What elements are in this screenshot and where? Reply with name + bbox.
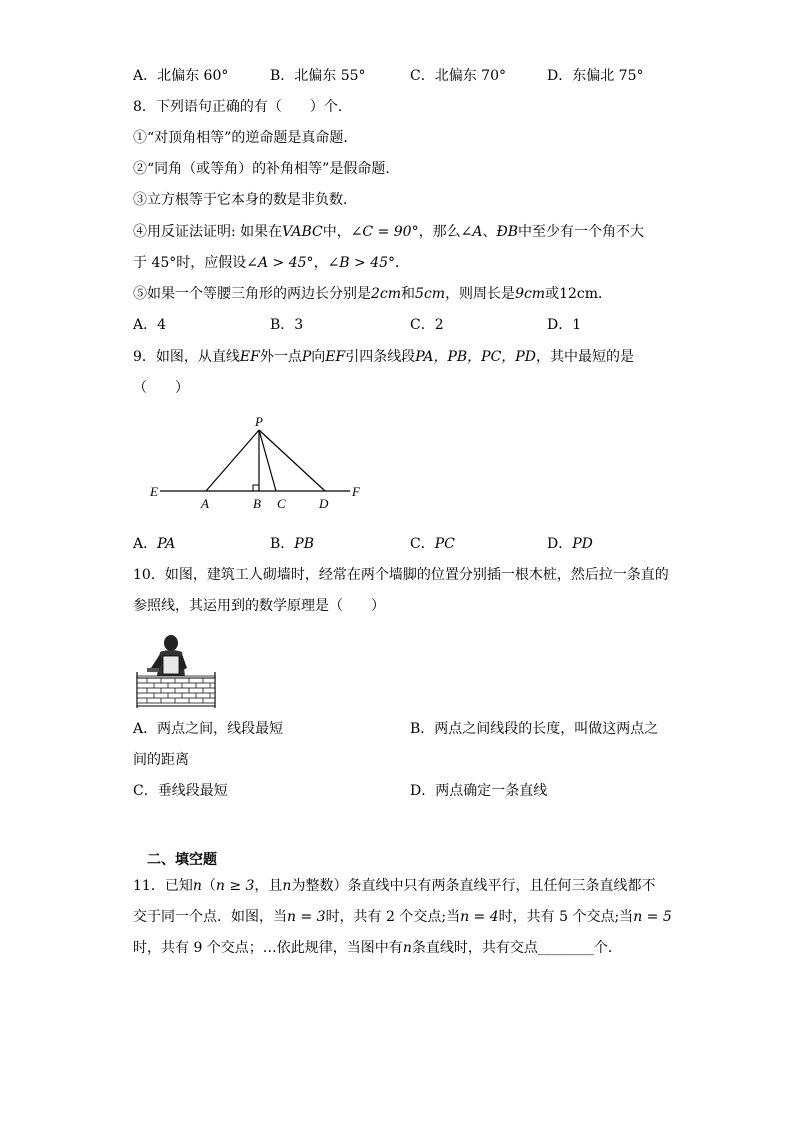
q8-stem: 8．下列语句正确的有（ ）个． (133, 99, 352, 115)
q10-option-b-line1: B．两点之间线段的长度，叫做这两点之 (410, 721, 659, 737)
q10-option-b-line2: 间的距离 (133, 752, 189, 768)
q8-option-d: D．1 (547, 317, 582, 333)
segment-pc (259, 430, 276, 491)
q9-answer-paren: （ ） (133, 380, 189, 396)
q9-stem: 9．如图，从直线EF外一点P向EF引四条线段PA，PB，PC，PD，其中最短的是 (133, 349, 634, 365)
label-b: B (253, 496, 261, 511)
q8-statement-5: ⑤如果一个等腰三角形的两边长分别是2cm和5cm，则周长是9cm或12cm． (133, 286, 613, 302)
q9-option-c: C．PC (410, 536, 455, 552)
q8-option-c: C．2 (410, 317, 444, 333)
label-f: F (352, 484, 360, 499)
q8-statement-3: ③立方根等于它本身的数是非负数． (133, 192, 357, 208)
q7-option-d: D．东偏北 75° (547, 68, 644, 84)
q10-option-d: D．两点确定一条直线 (410, 783, 548, 799)
segment-pa (206, 430, 259, 491)
q8-statement-4-line2: 于 45°时，应假设∠A > 45°，∠B > 45°． (133, 255, 410, 271)
q10-bricklayer-illustration (133, 632, 219, 708)
q7-option-c: C．北偏东 70° (410, 68, 506, 84)
q8-option-a: A．4 (133, 317, 167, 333)
q9-option-a: A．PA (133, 536, 176, 552)
q7-option-a: A．北偏东 60° (133, 68, 229, 84)
label-c: C (277, 496, 286, 511)
right-angle-mark (253, 485, 259, 491)
q10-option-c: C．垂线段最短 (133, 783, 228, 799)
q10-stem-line2: 参照线，其运用到的数学原理是（ ） (133, 598, 385, 614)
q8-statement-2: ②“同角（或等角）的补角相等”是假命题． (133, 161, 400, 177)
label-p: P (255, 414, 263, 429)
q10-stem-line1: 10．如图，建筑工人砌墙时，经常在两个墙脚的位置分别插一根木桩，然后拉一条直的 (133, 567, 669, 583)
q9-option-d: D．PD (547, 536, 593, 552)
q11-line3: 时，共有 9 个交点；…依此规律，当图中有n条直线时，共有交点________个． (133, 940, 622, 956)
section-heading-fill-in: 二、填空题 (147, 852, 217, 868)
segment-pd (259, 430, 325, 491)
q11-line2: 交于同一个点．如图，当n = 3时，共有 2 个交点;当n = 4时，共有 5 个交点;当n = 5 (133, 909, 672, 925)
label-e: E (150, 484, 158, 499)
q7-option-b: B．北偏东 55° (270, 68, 366, 84)
q8-option-b: B．3 (270, 317, 304, 333)
label-d: D (319, 496, 329, 511)
q8-statement-1: ①“对顶角相等”的逆命题是真命题． (133, 130, 358, 146)
q9-option-b: B．PB (270, 536, 315, 552)
q10-option-a: A．两点之间，线段最短 (133, 721, 284, 737)
q11-line1: 11．已知n（n ≥ 3，且n为整数）条直线中只有两条直线平行，且任何三条直线都不 (133, 878, 656, 894)
q9-figure (140, 412, 380, 512)
label-a: A (201, 496, 209, 511)
q8-statement-4-line1: ④用反证法证明: 如果在VABC中，∠C = 90°，那么∠A、ÐB中至少有一个角不大 (133, 224, 645, 240)
